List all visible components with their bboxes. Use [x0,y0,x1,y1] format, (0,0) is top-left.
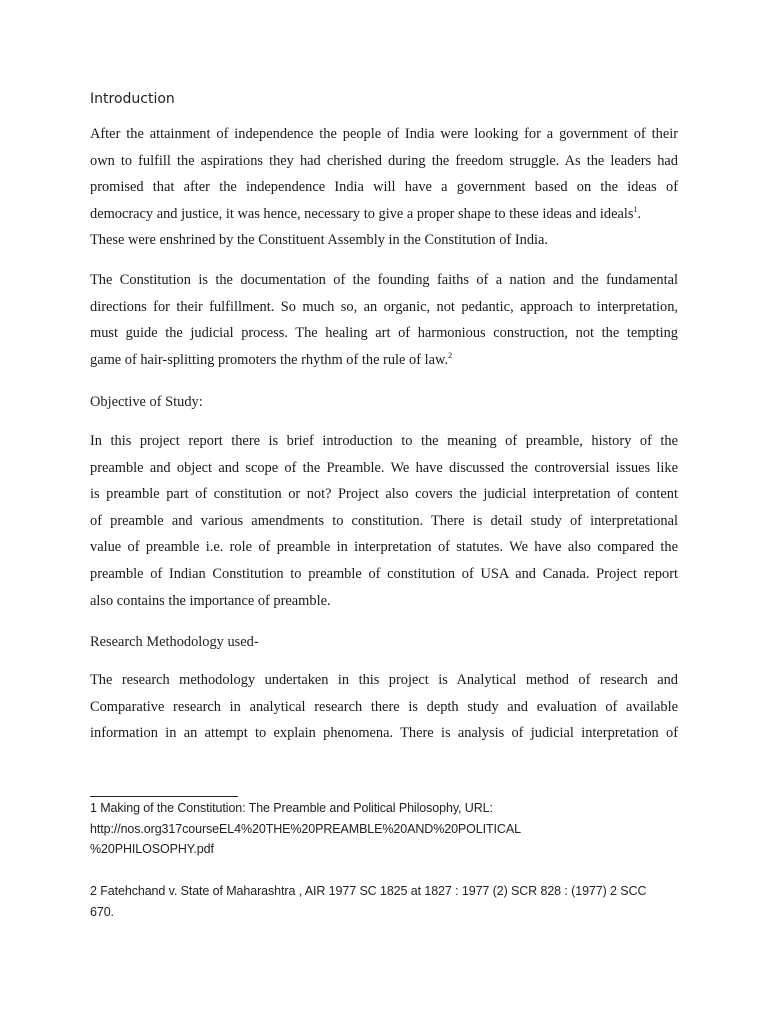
text-line: preamble and object and scope of the Preamble. We have discussed the controversial issues like [90,459,678,476]
text-line-content: democracy and justice, it was hence, necessary to give a proper shape to these ideas and ideals [90,205,634,222]
text-line: own to fulfill the aspirations they had cherished during the freedom struggle. As the leaders had [90,152,678,169]
text-line: These were enshrined by the Constituent Assembly in the Constitution of India. [90,232,549,249]
section-heading-objective: Objective of Study: [90,394,203,410]
paragraph-objective [90,428,678,614]
footnote-1 [90,798,650,860]
footnote-line: 670. [90,904,114,919]
footnote-mark: 1 [633,204,638,214]
text-line: value of preamble i.e. role of preamble in interpretation of statutes. We have also compared the [90,539,678,556]
text-line: After the attainment of independence the people of India were looking for a government of their [90,126,678,142]
footnote-mark: 2 [448,350,453,360]
section-heading-methodology: Research Methodology used- [90,634,259,650]
footnote-line: 2 Fatehchand v. State of Maharashtra , AIR 1977 SC 1825 at 1827 : 1977 (2) SCR 828 : (1977) 2 SCC [90,884,647,898]
text-line: also contains the importance of preamble. [90,592,331,609]
text-line: directions for their fulfillment. So much so, an organic, not pedantic, approach to interpretation, [90,298,678,315]
text-line [90,347,678,374]
text-line [90,201,678,228]
footnote-separator [90,796,238,797]
footnote-line: 1 Making of the Constitution: The Preamble and Political Philosophy, URL: [90,801,493,815]
footnote-line: http://nos.org317courseEL4%20THE%20PREAMBLE%20AND%20POLITICAL [90,821,521,836]
paragraph-introduction [90,121,678,254]
text-line: preamble of Indian Constitution to preamble of constitution of USA and Canada. Project report [90,565,678,582]
footnote-line: %20PHILOSOPHY.pdf [90,842,214,856]
section-heading-introduction: Introduction [90,91,175,107]
text-line: is preamble part of constitution or not? Project also covers the judicial interpretation of content [90,486,678,503]
text-line: information in an attempt to explain phenomena. There is analysis of judicial interpretation of [90,725,678,742]
text-line: of preamble and various amendments to constitution. There is detail study of interpretational [90,512,678,529]
text-line: The Constitution is the documentation of the founding faiths of a nation and the fundamental [90,272,678,288]
text-line-content: game of hair-splitting promoters the rhythm of the rule of law. [90,351,449,368]
paragraph-methodology [90,667,678,747]
text-line: The research methodology undertaken in this project is Analytical method of research and [90,672,678,688]
text-line: In this project report there is brief introduction to the meaning of preamble, history of the [90,433,678,449]
paragraph-constitution [90,267,678,373]
text-line: must guide the judicial process. The healing art of harmonious construction, not the tempting [90,325,678,342]
text-line: promised that after the independence India will have a government based on the ideas of [90,179,678,196]
text-punctuation: . [637,205,642,222]
text-line: Comparative research in analytical research there is depth study and evaluation of available [90,698,678,715]
footnote-2 [90,881,650,922]
